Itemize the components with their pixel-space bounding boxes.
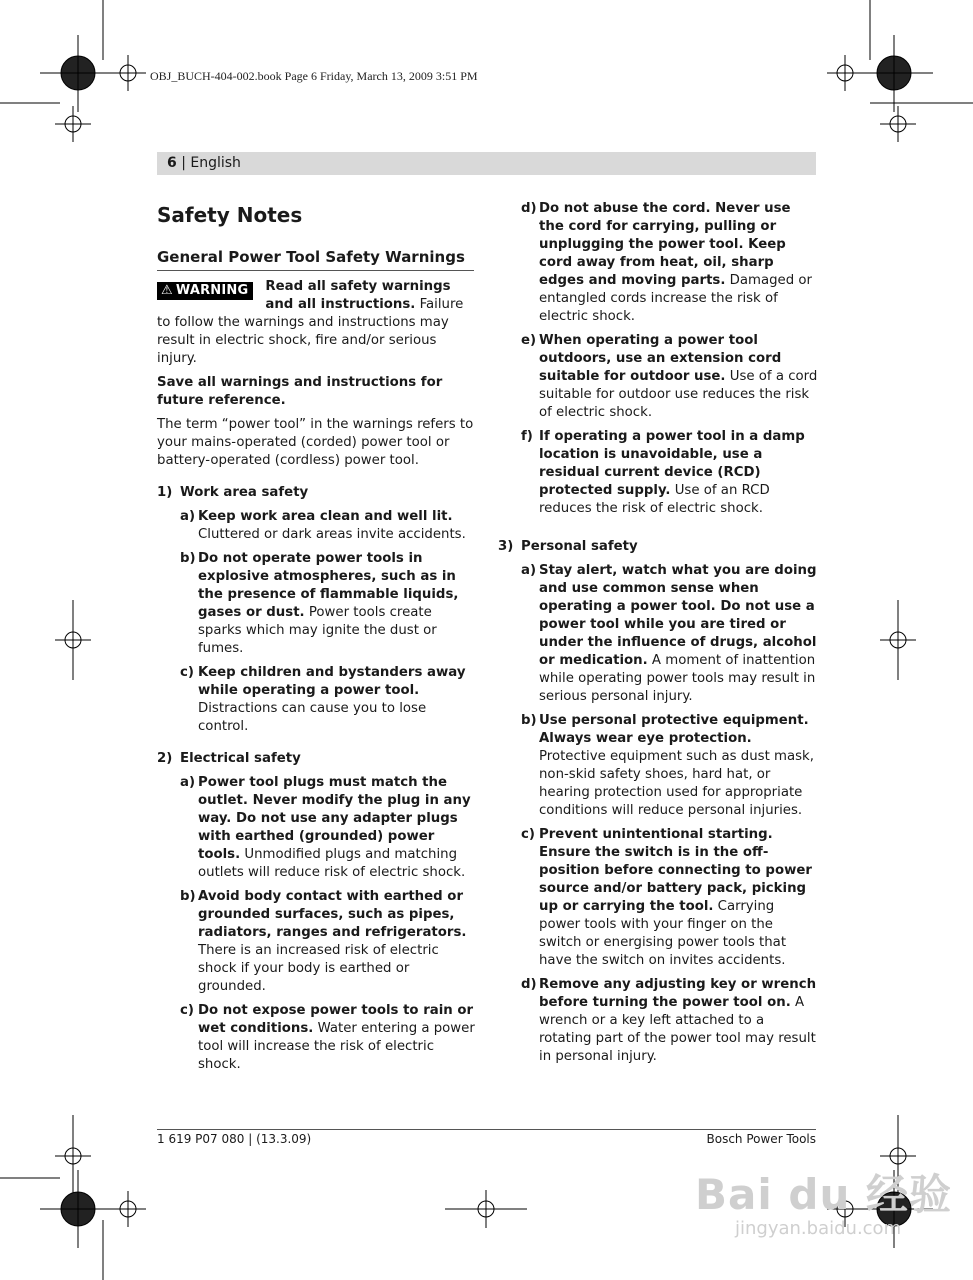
list-item: a) Keep work area clean and well lit. Cluttered or dark areas invite accidents. [180,509,466,542]
list-item: a) Stay alert, watch what you are doing and use common sense when operating a power tool. Do not use a power tool while you are tired or under the influence of drugs, alcohol or medication. A moment of inattention while operating power tools may result in serious personal injury. [521,563,817,704]
list-item: c) Do not expose power tools to rain or wet conditions. Water entering a power tool will increase the risk of electric shock. [180,1003,475,1072]
footer-right: Bosch Power Tools [706,1132,816,1146]
page-number: 6 [167,155,177,171]
page-footer [157,1129,816,1146]
section-subtitle: General Power Tool Safety Warnings [157,246,474,271]
list-item: e) When operating a power tool outdoors, use an extension cord suitable for outdoor use. Use of a cord suitable for outdoor use reduces the risk of electric shock. [521,333,818,420]
warning-bold: Read all safety warnings and all instructions. [265,279,451,312]
watermark-logo: Bai du 经验 [695,1170,952,1219]
right-column [498,200,818,1072]
list-item: b) Use personal protective equipment. Always wear eye protection. Protective equipment such as dust mask, non-skid safety shoes, hard hat, or hearing protection used for appropriate conditions will reduce personal injuries. [521,713,814,818]
list-item: b) Avoid body contact with earthed or grounded surfaces, such as pipes, radiators, ranges and refrigerators. There is an increased risk of electric shock if your body is earthed or grounded. [180,889,467,994]
list-item: b) Do not operate power tools in explosive atmospheres, such as in the presence of flammable liquids, gases or dust. Power tools create sparks which may ignite the dust or fumes. [180,551,459,656]
list-item: d) Remove any adjusting key or wrench before turning the power tool on. A wrench or a key left attached to a rotating part of the power tool may result in personal injury. [521,977,817,1064]
warning-badge: ⚠ WARNING [157,282,253,300]
watermark-url: jingyan.baidu.com [735,1218,902,1239]
warning-triangle-icon: ⚠ [161,283,173,298]
save-note: Save all warnings and instructions for future reference. [157,375,443,408]
footer-left: 1 619 P07 080 | (13.3.09) [157,1132,312,1146]
list-item: a) Power tool plugs must match the outlet. Never modify the plug in any way. Do not use any adapter plugs with earthed (grounded) power tools. Unmodified plugs and matching outlets will reduce risk of electric shock. [180,775,471,880]
page-language: English [190,155,241,171]
term-note: The term “power tool” in the warnings refers to your mains-operated (corded) power tool or battery-operated (cordless) power tool. [157,417,474,468]
list-item: c) Keep children and bystanders away while operating a power tool. Distractions can cause you to lose control. [180,665,466,734]
left-column [157,200,477,1080]
list-item: d) Do not abuse the cord. Never use the cord for carrying, pulling or unplugging the power tool. Keep cord away from heat, oil, sharp edges and moving parts. Damaged or entangled cords increase the risk of electric shock. [521,201,813,324]
section-heading: 1) Work area safety [157,485,309,500]
section-heading: 2) Electrical safety [157,751,301,766]
page-title: Safety Notes [157,203,303,227]
page-bar [157,152,816,175]
list-item: c) Prevent unintentional starting. Ensure the switch is in the off-position before connecting to power source and/or battery pack, picking up or carrying the tool. Carrying power tools with your finger on the switch or energising power tools that have the switch on invites accidents. [521,827,812,968]
bar-separator: | [176,155,191,171]
warning-text: Failure to follow the warnings and instructions may result in electric shock, fire and/or serious injury. [157,297,464,366]
warning-paragraph [157,278,477,368]
section-heading: 3) Personal safety [498,539,638,554]
list-item: f) If operating a power tool in a damp location is unavoidable, use a residual current device (RCD) protected supply. Use of an RCD reduces the risk of electric shock. [521,429,805,516]
file-header: OBJ_BUCH-404-002.book Page 6 Friday, March 13, 2009 3:51 PM [150,69,478,83]
